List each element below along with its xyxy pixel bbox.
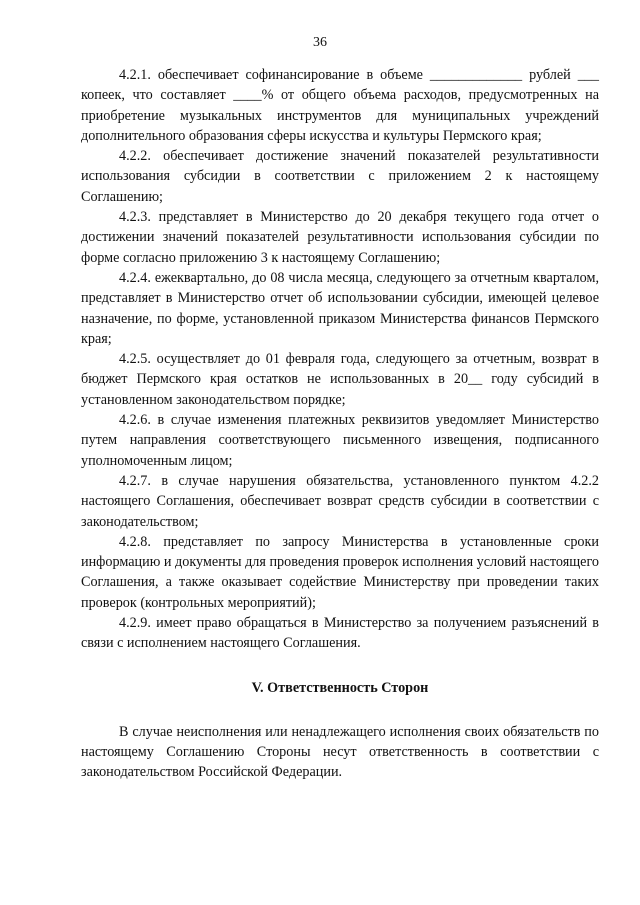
clause-4-2-2: 4.2.2. обеспечивает достижение значений показателей результативности использования субсидии в соответствии с приложением 2 к настоящему Соглашению; — [81, 148, 599, 205]
clause-4-2-4: 4.2.4. ежеквартально, до 08 числа месяца, следующего за отчетным кварталом, представляет в Министерство отчет об использовании субсидии, имеющей целевое назначение, по форме, установленной приказом Министерства финансов Пермского края; — [81, 269, 599, 347]
section-v-text: В случае неисполнения или ненадлежащего исполнения своих обязательств по настоящему Соглашению Стороны несут ответственность в соответствии с законодательством Российской Федерации. — [81, 723, 599, 781]
document-body — [81, 65, 599, 783]
clause-4-2-3: 4.2.3. представляет в Министерство до 20 декабря текущего года отчет о достижении значений показателей результативности использования субсидии по форме согласно приложению 3 к настоящему Соглашению; — [81, 209, 599, 266]
page-number: 36 — [313, 35, 327, 50]
section-v-heading: V. Ответственность Сторон — [251, 679, 429, 696]
clause-4-2-8: 4.2.8. представляет по запросу Министерства в установленные сроки информацию и документы для проведения проверок исполнения условий настоящего Соглашения, а также оказывает содействие Министерству при проведении таких проверок (контрольных мероприятий); — [81, 533, 599, 611]
clause-4-2-5: 4.2.5. осуществляет до 01 февраля года, следующего за отчетным, возврат в бюджет Пермского края остатков не использованных в 20__ году субсидий в установленном законодательством порядке; — [81, 351, 599, 408]
clause-4-2-9: 4.2.9. имеет право обращаться в Министерство за получением разъяснений в связи с исполнением настоящего Соглашения. — [81, 615, 599, 652]
clause-4-2-1: 4.2.1. обеспечивает софинансирование в объеме _____________ рублей ___ копеек, что составляет ____% от общего объема расходов, предусмотренных на приобретение музыкальных инструментов для муниципальных учреждений дополнительного образования сферы искусства и культуры Пермского края; — [81, 67, 599, 144]
clause-4-2-7: 4.2.7. в случае нарушения обязательства, установленного пунктом 4.2.2 настоящего Соглашения, обеспечивает возврат средств субсидии в соответствии с законодательством; — [81, 472, 599, 530]
clause-4-2-6: 4.2.6. в случае изменения платежных реквизитов уведомляет Министерство путем направления соответствующего письменного извещения, подписанного уполномоченным лицом; — [81, 412, 599, 469]
